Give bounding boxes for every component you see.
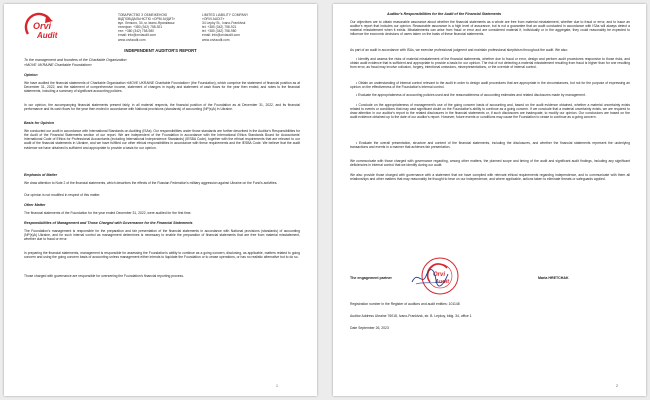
report-page-2 [333, 4, 646, 396]
signature-block [350, 262, 630, 302]
bullet-going-concern: • Conclude on the appropriateness of management's use of the going concern basis of accounting and, based on the audit evidence obtained, whether a material uncertainty exists related to events or conditions that may cast significant doubt on the Foundation's ability to continue as a going concern. If we conclude that a material uncertainty exists, we are required to draw attention in our auditor's report to the related disclosures in the financial statements or, if such disclosures are inadequate, to modify our opinion. Our conclusions are based on the audit evidence obtained up to the date of our auditor's report. However, future events or conditions may cause the Foundation to cease to continue as a going concern. [350, 103, 630, 120]
report-title: INDEPENDENT AUDITOR'S REPORT [124, 48, 197, 53]
logo-text-top: Orvi [33, 21, 52, 31]
opinion-paragraph-1: We have audited the financial statements of Charitable Organization «MOVE UKRAINE Charitable Foundation» (the Foundation), which comprise the statement of financial position as at December 31, 2022, and the statement of comprehensive income, statement of changes in equity and statement of cash flows for the year then ended, and notes to the financial statements, including a summary of significant accounting policies. [24, 81, 300, 94]
company-address-ua: ТОВАРИСТВО З ОБМЕЖЕНОЮ ВІДПОВІДАЛЬНІСТЮ «ОРВІ АУДИТ» вул. Лепкого, 34, м. Івано-Франківськ телефон: +380 (342) 758-921 тел: +380 (342) 758-980 email: info@orviaudit.com www.orviaudit.com [118, 13, 175, 42]
other-matter-paragraph: The financial statements of the Foundation for the year ended December 31, 2022, were audited for the first time. [24, 211, 192, 215]
addressee-line-2: «MOVE UKRAINE Charitable Foundation» [24, 62, 92, 67]
engagement-partner-label: The engagement partner [350, 276, 392, 280]
company-address-en: LIMITED LIABILITY COMPANY «ORVI AUDIT» 34 Lepky St., Ivano-Frankivsk tel: +380 (342) 758-921 tel: +380 (342) 758-980 email: info@orviaudit.com www.orviaudit.com [202, 13, 249, 42]
auditor-address: Auditor Address Ukraine 76018, Ivano-Frankivsk, str. B. Lepkoy, bldg. 34, office 1 [350, 314, 472, 318]
bullet-presentation: • Evaluate the overall presentation, structure and content of the financial statements, including the disclosures, and whether the financial statements represent the underlying transactions and events in a manner that achieves fair presentation. [350, 141, 630, 150]
responsibilities-heading: Responsibilities of Management and Those Charged with Governance for the Financial Statements [24, 221, 193, 225]
professional-judgment-paragraph: As part of an audit in accordance with ISAs, we exercise professional judgment and maintain professional skepticism throughout the audit. We also: [350, 48, 568, 52]
orvi-audit-logo [24, 12, 64, 42]
responsibilities-paragraph-3: Those charged with governance are responsible for overseeing the Foundation's financial reporting process. [24, 274, 184, 278]
emphasis-paragraph-1: We draw attention to Note 2 of the financial statements, which describes the effects of the Russian Federation's military aggression against Ukraine on the Fund's activities. [24, 181, 278, 185]
opinion-heading: Opinion [24, 73, 38, 77]
emphasis-heading: Emphasis of Matter [24, 173, 58, 177]
report-date: Date September 26, 2023 [350, 326, 389, 330]
responsibilities-paragraph-1: The Foundation's management is responsible for the preparation and fair presentation of the financial statements in accordance with National provisions (standards) of accounting (NP(s)A) Ukraine, and for such internal control as management determines is necessary to enable the preparation of financial statements that are free from material misstatement, whether due to fraud or error. [24, 229, 300, 242]
partner-name: Maria HRETCHAK [538, 276, 569, 280]
governance-paragraph: We communicate with those charged with governance regarding, among other matters, the planned scope and timing of the audit and significant audit findings, including any significant deficiencies in internal control that we identify during our audit. [350, 159, 630, 168]
basis-paragraph: We conducted our audit in accordance with International Standards on Auditing (ISAs). Our responsibilities under those standards are further described in the Auditor's Responsibilities for the Audit of the Financial Statements section of our report. We are independent of the Foundation in accordance with the International Ethics Standards Board for Accountants' International Code of Ethics for Professional Accountants (including International Independence Standards) (IESBA Code), together with the ethical requirements that are relevant to our audit of the financial statements in Ukraine, and we have fulfilled our other ethical responsibilities in accordance with these requirements and the IESBA Code. We believe that the audit evidence we have obtained is sufficient and appropriate to provide a basis for our opinion. [24, 129, 300, 150]
addressee-line-1: To the management and founders of the Charitable Organization [24, 58, 127, 62]
independence-paragraph: We also provide those charged with governance with a statement that we have complied with relevant ethical requirements regarding independence, and to communicate with them all relationships and other matters that may reasonably be thought to bear on our independence, and where applicable, actions taken to eliminate threats or safeguards applied. [350, 173, 630, 182]
page-number: 1 [276, 384, 278, 388]
signature [410, 266, 450, 288]
stamp-logo-top: Orvi [433, 272, 446, 278]
emphasis-paragraph-2: Our opinion is not modified in respect of this matter. [24, 193, 101, 197]
responsibilities-paragraph-2: In preparing the financial statements, management is responsible for assessing the Foundation's ability to continue as a going concern, disclosing, as applicable, matters related to going concern and using the going concern basis of accounting unless management either intends to liquidate the Foundation or to cease operations, or has no realistic alternative but to do so. [24, 251, 300, 260]
stamp-logo-bottom: Audit [435, 279, 450, 285]
registration-number: Registration number in the Register of auditors and audit entities: 101148 [350, 302, 460, 306]
opinion-paragraph-2: In our opinion, the accompanying financial statements present fairly, in all material respects, the financial position of the Foundation as at December 31, 2022, and its financial performance and its cash flows for the year then ended in accordance with National provisions (standards) of accounting (NP(s)A) in Ukraine. [24, 103, 300, 112]
logo-text-bottom: Audit [37, 31, 58, 40]
page-number: 2 [616, 384, 618, 388]
bullet-accounting-policies: • Evaluate the appropriateness of accounting policies used and the reasonableness of accounting estimates and related disclosures made by management. [356, 93, 586, 97]
report-page-1 [4, 4, 317, 396]
basis-heading: Basis for Opinion [24, 121, 54, 125]
objectives-paragraph: Our objectives are to obtain reasonable assurance about whether the financial statements as a whole are free from material misstatement, whether due to fraud or error, and to issue an auditor's report that includes our opinion. Reasonable assurance is a high level of assurance, but is not a guarantee that an audit conducted in accordance with ISAs will always detect a material misstatement when it exists. Misstatements can arise from fraud or error and are considered material if, individually or in the aggregate, they could reasonably be expected to influence the economic decisions of users taken on the basis of these financial statements. [350, 20, 630, 37]
bullet-internal-control: • Obtain an understanding of internal control relevant to the audit in order to design audit procedures that are appropriate in the circumstances, but not for the purpose of expressing an opinion on the effectiveness of the Foundation's internal control. [350, 81, 630, 90]
bullet-identify-risks: • Identify and assess the risks of material misstatement of the financial statements, whether due to fraud or error, design and perform audit procedures responsive to those risks, and obtain audit evidence that is sufficient and appropriate to provide a basis for our opinion. The risk of not detecting a material misstatement resulting from fraud is higher than for one resulting from error, as fraud may involve collusion, forgery, intentional omissions, misrepresentations, or the override of internal control. [350, 57, 630, 70]
auditor-responsibilities-heading: Auditor's Responsibilities for the Audit of the Financial Statements [387, 12, 502, 16]
other-matter-heading: Other Matter [24, 203, 46, 207]
